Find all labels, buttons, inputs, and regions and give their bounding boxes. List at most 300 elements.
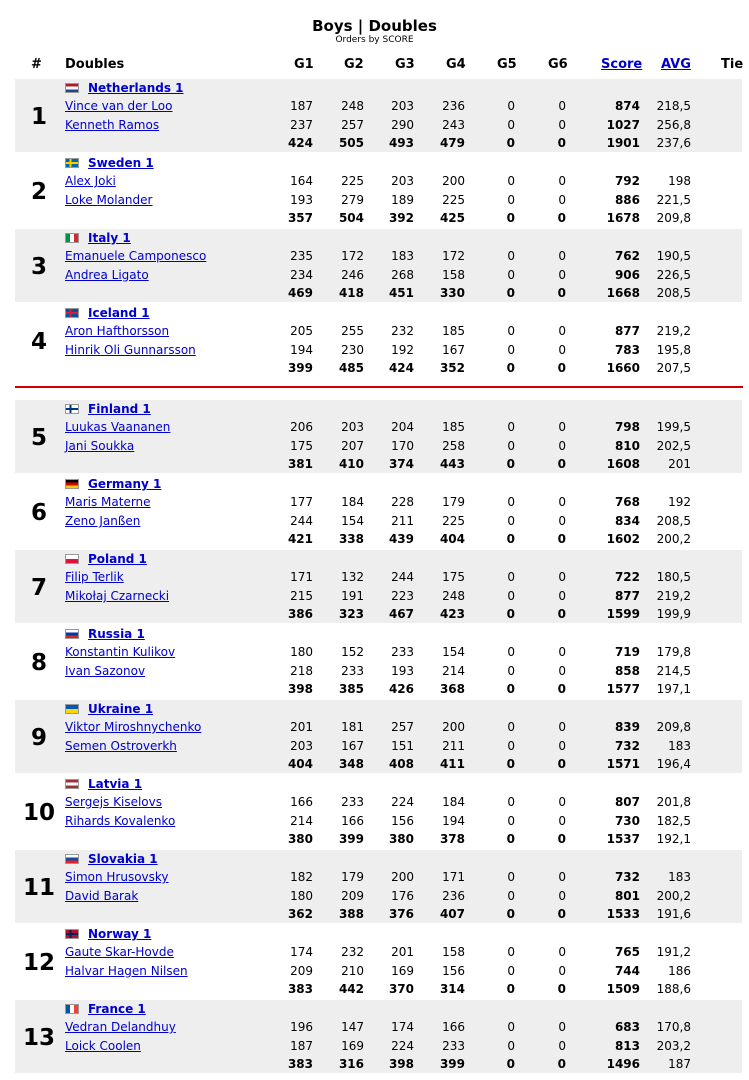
game-score: 0	[558, 193, 566, 207]
game-score: 0	[558, 1039, 566, 1053]
player-name-link[interactable]: Maris Materne	[65, 495, 151, 509]
team-game-total: 380	[287, 832, 313, 846]
team-game-total: 424	[287, 136, 313, 150]
header-g2: G2	[344, 57, 364, 72]
team-total-row	[15, 455, 742, 473]
team-average: 200,2	[656, 532, 691, 546]
game-score: 200	[391, 870, 414, 884]
game-score: 156	[391, 814, 414, 828]
player-name-link[interactable]: Loke Molander	[65, 193, 153, 207]
game-score: 0	[558, 495, 566, 509]
team-game-total: 399	[439, 1057, 465, 1071]
game-score: 158	[442, 268, 465, 282]
team-game-total: 0	[506, 136, 515, 150]
team-game-total: 0	[506, 907, 515, 921]
player-name-link[interactable]: Konstantin Kulikov	[65, 645, 176, 659]
team-block	[15, 550, 742, 623]
game-score: 184	[341, 495, 364, 509]
team-total-row	[15, 530, 742, 548]
game-score: 201	[391, 945, 414, 959]
team-game-total: 411	[439, 757, 465, 771]
team-row	[15, 775, 742, 793]
game-score: 0	[507, 645, 515, 659]
team-name-link[interactable]: Poland 1	[88, 552, 147, 566]
game-score: 209	[290, 964, 313, 978]
team-total-score: 1668	[606, 286, 640, 300]
team-total-row	[15, 830, 742, 848]
team-average: 192,1	[656, 832, 691, 846]
team-game-total: 426	[388, 682, 414, 696]
team-game-total: 485	[338, 361, 364, 375]
player-total-score: 783	[614, 343, 640, 357]
game-score: 0	[558, 439, 566, 453]
team-game-total: 0	[506, 532, 515, 546]
team-game-total: 0	[557, 361, 566, 375]
header-avg-sort-link[interactable]: AVG	[661, 57, 691, 72]
player-total-score: 807	[614, 795, 640, 809]
game-score: 0	[507, 739, 515, 753]
team-average: 199,9	[656, 607, 691, 621]
player-average: 202,5	[656, 439, 691, 453]
team-row	[15, 400, 742, 418]
player-total-score: 886	[614, 193, 640, 207]
player-row	[15, 643, 742, 661]
game-score: 233	[341, 664, 364, 678]
header-g3: G3	[395, 57, 415, 72]
game-score: 258	[442, 439, 465, 453]
player-name-link[interactable]: Viktor Miroshnychenko	[65, 720, 202, 734]
team-total-row	[15, 755, 742, 773]
team-block	[15, 775, 742, 848]
game-score: 205	[290, 324, 313, 338]
player-name-link[interactable]: Sergejs Kiselovs	[65, 795, 162, 809]
team-average: 196,4	[656, 757, 691, 771]
team-game-total: 0	[557, 982, 566, 996]
game-score: 193	[391, 664, 414, 678]
game-score: 179	[442, 495, 465, 509]
country-flag-icon	[65, 233, 79, 243]
game-score: 203	[290, 739, 313, 753]
team-game-total: 0	[557, 757, 566, 771]
game-score: 0	[507, 570, 515, 584]
team-game-total: 442	[338, 982, 364, 996]
game-score: 224	[391, 1039, 414, 1053]
team-game-total: 0	[506, 982, 515, 996]
player-total-score: 810	[614, 439, 640, 453]
rank-number: 5	[30, 425, 47, 451]
player-name-link[interactable]: Loick Coolen	[65, 1039, 141, 1053]
team-total-row	[15, 980, 742, 998]
game-score: 207	[341, 439, 364, 453]
team-game-total: 505	[338, 136, 364, 150]
team-total-row	[15, 134, 742, 152]
game-score: 209	[341, 889, 364, 903]
country-flag-icon	[65, 1004, 79, 1014]
team-game-total: 352	[439, 361, 465, 375]
player-average: 219,2	[656, 589, 691, 603]
team-game-total: 386	[287, 607, 313, 621]
game-score: 171	[290, 570, 313, 584]
game-score: 232	[341, 945, 364, 959]
game-score: 187	[290, 1039, 313, 1053]
game-score: 257	[341, 118, 364, 132]
player-average: 209,8	[656, 720, 691, 734]
game-score: 154	[442, 645, 465, 659]
game-score: 0	[507, 889, 515, 903]
game-score: 132	[341, 570, 364, 584]
game-score: 0	[507, 193, 515, 207]
game-score: 211	[442, 739, 465, 753]
player-name-link[interactable]: Gaute Skar-Hovde	[65, 945, 174, 959]
player-total-score: 762	[614, 249, 640, 263]
game-score: 203	[391, 174, 414, 188]
game-score: 172	[442, 249, 465, 263]
game-score: 0	[558, 889, 566, 903]
team-average: 208,5	[656, 286, 691, 300]
player-row	[15, 1037, 742, 1055]
player-average: 214,5	[656, 664, 691, 678]
player-total-score: 858	[614, 664, 640, 678]
player-name-link[interactable]: Filip Terlik	[65, 570, 124, 584]
team-total-row	[15, 680, 742, 698]
game-score: 214	[290, 814, 313, 828]
game-score: 0	[507, 664, 515, 678]
player-name-link[interactable]: Kenneth Ramos	[65, 118, 160, 132]
player-total-score: 839	[614, 720, 640, 734]
game-score: 194	[442, 814, 465, 828]
player-average: 179,8	[656, 645, 691, 659]
rank-number: 13	[22, 1025, 55, 1051]
rank-number: 2	[30, 179, 47, 205]
team-block	[15, 400, 742, 473]
country-flag-icon	[65, 704, 79, 714]
game-score: 0	[558, 589, 566, 603]
team-row	[15, 550, 742, 568]
team-game-total: 323	[338, 607, 364, 621]
game-score: 166	[290, 795, 313, 809]
team-total-score: 1901	[606, 136, 640, 150]
player-name-link[interactable]: Alex Joki	[65, 174, 116, 188]
team-game-total: 408	[388, 757, 414, 771]
player-name-link[interactable]: Andrea Ligato	[65, 268, 149, 282]
game-score: 196	[290, 1020, 313, 1034]
player-row	[15, 266, 742, 284]
team-average: 201	[668, 457, 691, 471]
game-score: 0	[558, 268, 566, 282]
player-average: 201,8	[656, 795, 691, 809]
game-score: 191	[341, 589, 364, 603]
player-average: 191,2	[656, 945, 691, 959]
header-g4: G4	[446, 57, 466, 72]
game-score: 290	[391, 118, 414, 132]
team-game-total: 368	[439, 682, 465, 696]
team-game-total: 338	[338, 532, 364, 546]
player-name-link[interactable]: Aron Hafthorsson	[65, 324, 170, 338]
game-score: 158	[442, 945, 465, 959]
team-game-total: 479	[439, 136, 465, 150]
player-average: 218,5	[656, 99, 691, 113]
team-total-row	[15, 605, 742, 623]
game-score: 187	[290, 99, 313, 113]
game-score: 211	[391, 514, 414, 528]
game-score: 236	[442, 99, 465, 113]
game-score: 185	[442, 324, 465, 338]
team-total-score: 1599	[606, 607, 640, 621]
team-block	[15, 1000, 742, 1073]
player-average: 190,5	[656, 249, 691, 263]
player-total-score: 744	[614, 964, 640, 978]
player-row	[15, 587, 742, 605]
team-game-total: 348	[338, 757, 364, 771]
game-score: 151	[391, 739, 414, 753]
game-score: 174	[290, 945, 313, 959]
team-game-total: 0	[557, 832, 566, 846]
player-row	[15, 737, 742, 755]
team-game-total: 398	[388, 1057, 414, 1071]
player-name-link[interactable]: Emanuele Camponesco	[65, 249, 207, 263]
game-score: 0	[507, 268, 515, 282]
player-name-link[interactable]: Vedran Delandhuy	[65, 1020, 176, 1034]
team-name-link[interactable]: Iceland 1	[88, 306, 150, 320]
player-row	[15, 247, 742, 265]
game-score: 147	[341, 1020, 364, 1034]
team-total-row	[15, 359, 742, 377]
team-game-total: 383	[287, 1057, 313, 1071]
player-total-score: 906	[614, 268, 640, 282]
player-name-link[interactable]: Zeno Janßen	[65, 514, 141, 528]
game-score: 243	[442, 118, 465, 132]
team-game-total: 383	[287, 982, 313, 996]
game-score: 0	[507, 174, 515, 188]
game-score: 0	[507, 324, 515, 338]
game-score: 206	[290, 420, 313, 434]
team-name-link[interactable]: Russia 1	[88, 627, 145, 641]
game-score: 0	[558, 99, 566, 113]
game-score: 233	[341, 795, 364, 809]
game-score: 0	[558, 174, 566, 188]
team-name-link[interactable]: Germany 1	[88, 477, 162, 491]
player-row	[15, 568, 742, 586]
team-block	[15, 304, 742, 377]
player-total-score: 719	[614, 645, 640, 659]
player-row	[15, 812, 742, 830]
rank-number: 12	[22, 950, 55, 976]
team-block	[15, 475, 742, 548]
player-total-score: 792	[614, 174, 640, 188]
team-name-link[interactable]: Slovakia 1	[88, 852, 158, 866]
rank-number: 10	[22, 800, 55, 826]
player-total-score: 801	[614, 889, 640, 903]
player-name-link[interactable]: Rihards Kovalenko	[65, 814, 176, 828]
team-row	[15, 625, 742, 643]
team-average: 237,6	[656, 136, 691, 150]
game-score: 0	[507, 795, 515, 809]
header-doubles: Doubles	[65, 57, 125, 72]
player-average: 182,5	[656, 814, 691, 828]
country-flag-icon	[65, 629, 79, 639]
team-game-total: 407	[439, 907, 465, 921]
player-total-score: 813	[614, 1039, 640, 1053]
game-score: 0	[558, 420, 566, 434]
team-average: 191,6	[656, 907, 691, 921]
game-score: 0	[558, 664, 566, 678]
game-score: 182	[290, 870, 313, 884]
game-score: 0	[507, 589, 515, 603]
game-score: 175	[290, 439, 313, 453]
player-name-link[interactable]: Luukas Vaananen	[65, 420, 171, 434]
team-average: 207,5	[656, 361, 691, 375]
game-score: 0	[558, 720, 566, 734]
player-total-score: 834	[614, 514, 640, 528]
team-game-total: 378	[439, 832, 465, 846]
game-score: 0	[507, 249, 515, 263]
game-score: 234	[290, 268, 313, 282]
team-block	[15, 625, 742, 698]
team-name-link[interactable]: Netherlands 1	[88, 81, 184, 95]
game-score: 200	[442, 720, 465, 734]
team-game-total: 392	[388, 211, 414, 225]
player-name-link[interactable]: Semen Ostroverkh	[65, 739, 177, 753]
game-score: 164	[290, 174, 313, 188]
game-score: 214	[442, 664, 465, 678]
team-name-link[interactable]: Finland 1	[88, 402, 151, 416]
player-average: 180,5	[656, 570, 691, 584]
player-average: 186	[668, 964, 691, 978]
game-score: 0	[507, 945, 515, 959]
team-game-total: 374	[388, 457, 414, 471]
player-average: 199,5	[656, 420, 691, 434]
team-name-link[interactable]: Latvia 1	[88, 777, 143, 791]
player-row	[15, 97, 742, 115]
player-total-score: 683	[614, 1020, 640, 1034]
team-game-total: 0	[506, 286, 515, 300]
team-name-link[interactable]: France 1	[88, 1002, 146, 1016]
game-score: 174	[391, 1020, 414, 1034]
game-score: 248	[341, 99, 364, 113]
team-game-total: 467	[388, 607, 414, 621]
team-total-row	[15, 284, 742, 302]
team-game-total: 0	[557, 607, 566, 621]
player-name-link[interactable]: Vince van der Loo	[65, 99, 173, 113]
team-game-total: 0	[506, 1057, 515, 1071]
team-total-score: 1660	[606, 361, 640, 375]
team-block	[15, 79, 742, 152]
player-name-link[interactable]: Hinrik Oli Gunnarsson	[65, 343, 196, 357]
team-game-total: 385	[338, 682, 364, 696]
team-game-total: 370	[388, 982, 414, 996]
team-game-total: 362	[287, 907, 313, 921]
game-score: 154	[341, 514, 364, 528]
game-score: 156	[442, 964, 465, 978]
player-row	[15, 793, 742, 811]
team-game-total: 0	[557, 532, 566, 546]
game-score: 0	[558, 870, 566, 884]
game-score: 152	[341, 645, 364, 659]
player-total-score: 1027	[606, 118, 640, 132]
team-name-link[interactable]: Italy 1	[88, 231, 131, 245]
game-score: 233	[442, 1039, 465, 1053]
game-score: 0	[507, 495, 515, 509]
player-total-score: 732	[614, 870, 640, 884]
game-score: 179	[341, 870, 364, 884]
game-score: 171	[442, 870, 465, 884]
player-average: 203,2	[656, 1039, 691, 1053]
team-game-total: 421	[287, 532, 313, 546]
rank-number: 8	[30, 650, 47, 676]
player-row	[15, 887, 742, 905]
team-game-total: 380	[388, 832, 414, 846]
team-average: 187	[668, 1057, 691, 1071]
team-name-link[interactable]: Norway 1	[88, 927, 152, 941]
team-row	[15, 925, 742, 943]
game-score: 235	[290, 249, 313, 263]
team-name-link[interactable]: Sweden 1	[88, 156, 154, 170]
game-score: 232	[391, 324, 414, 338]
header-g5: G5	[497, 57, 517, 72]
game-score: 0	[507, 1020, 515, 1034]
game-score: 166	[341, 814, 364, 828]
team-row	[15, 1000, 742, 1018]
header-g1: G1	[294, 57, 314, 72]
team-name-link[interactable]: Ukraine 1	[88, 702, 154, 716]
team-game-total: 0	[557, 457, 566, 471]
team-row	[15, 475, 742, 493]
team-row	[15, 304, 742, 322]
team-average: 209,8	[656, 211, 691, 225]
team-game-total: 399	[338, 832, 364, 846]
team-game-total: 439	[388, 532, 414, 546]
player-name-link[interactable]: Jani Soukka	[65, 439, 135, 453]
header-g6: G6	[548, 57, 568, 72]
team-game-total: 376	[388, 907, 414, 921]
game-score: 268	[391, 268, 414, 282]
player-name-link[interactable]: Ivan Sazonov	[65, 664, 146, 678]
game-score: 0	[507, 870, 515, 884]
team-game-total: 0	[557, 682, 566, 696]
game-score: 194	[290, 343, 313, 357]
game-score: 0	[558, 645, 566, 659]
game-score: 0	[507, 1039, 515, 1053]
team-total-row	[15, 1055, 742, 1073]
team-game-total: 404	[439, 532, 465, 546]
player-total-score: 798	[614, 420, 640, 434]
rank-number: 1	[30, 104, 47, 130]
header-score-sort-link[interactable]: Score	[601, 57, 643, 72]
team-row	[15, 700, 742, 718]
page-subtitle: Orders by SCORE	[335, 35, 414, 45]
player-average: 208,5	[656, 514, 691, 528]
team-game-total: 314	[439, 982, 465, 996]
player-row	[15, 943, 742, 961]
team-total-score: 1537	[606, 832, 640, 846]
player-name-link[interactable]: David Barak	[65, 889, 139, 903]
team-game-total: 410	[338, 457, 364, 471]
player-average: 195,8	[656, 343, 691, 357]
team-game-total: 0	[557, 136, 566, 150]
team-game-total: 424	[388, 361, 414, 375]
team-game-total: 0	[557, 286, 566, 300]
player-name-link[interactable]: Simon Hrusovsky	[65, 870, 169, 884]
player-name-link[interactable]: Halvar Hagen Nilsen	[65, 964, 188, 978]
game-score: 0	[558, 945, 566, 959]
player-name-link[interactable]: Mikołaj Czarnecki	[65, 589, 170, 603]
team-row	[15, 850, 742, 868]
player-average: 219,2	[656, 324, 691, 338]
player-total-score: 877	[614, 589, 640, 603]
rank-number: 6	[30, 500, 47, 526]
team-game-total: 423	[439, 607, 465, 621]
game-score: 279	[341, 193, 364, 207]
